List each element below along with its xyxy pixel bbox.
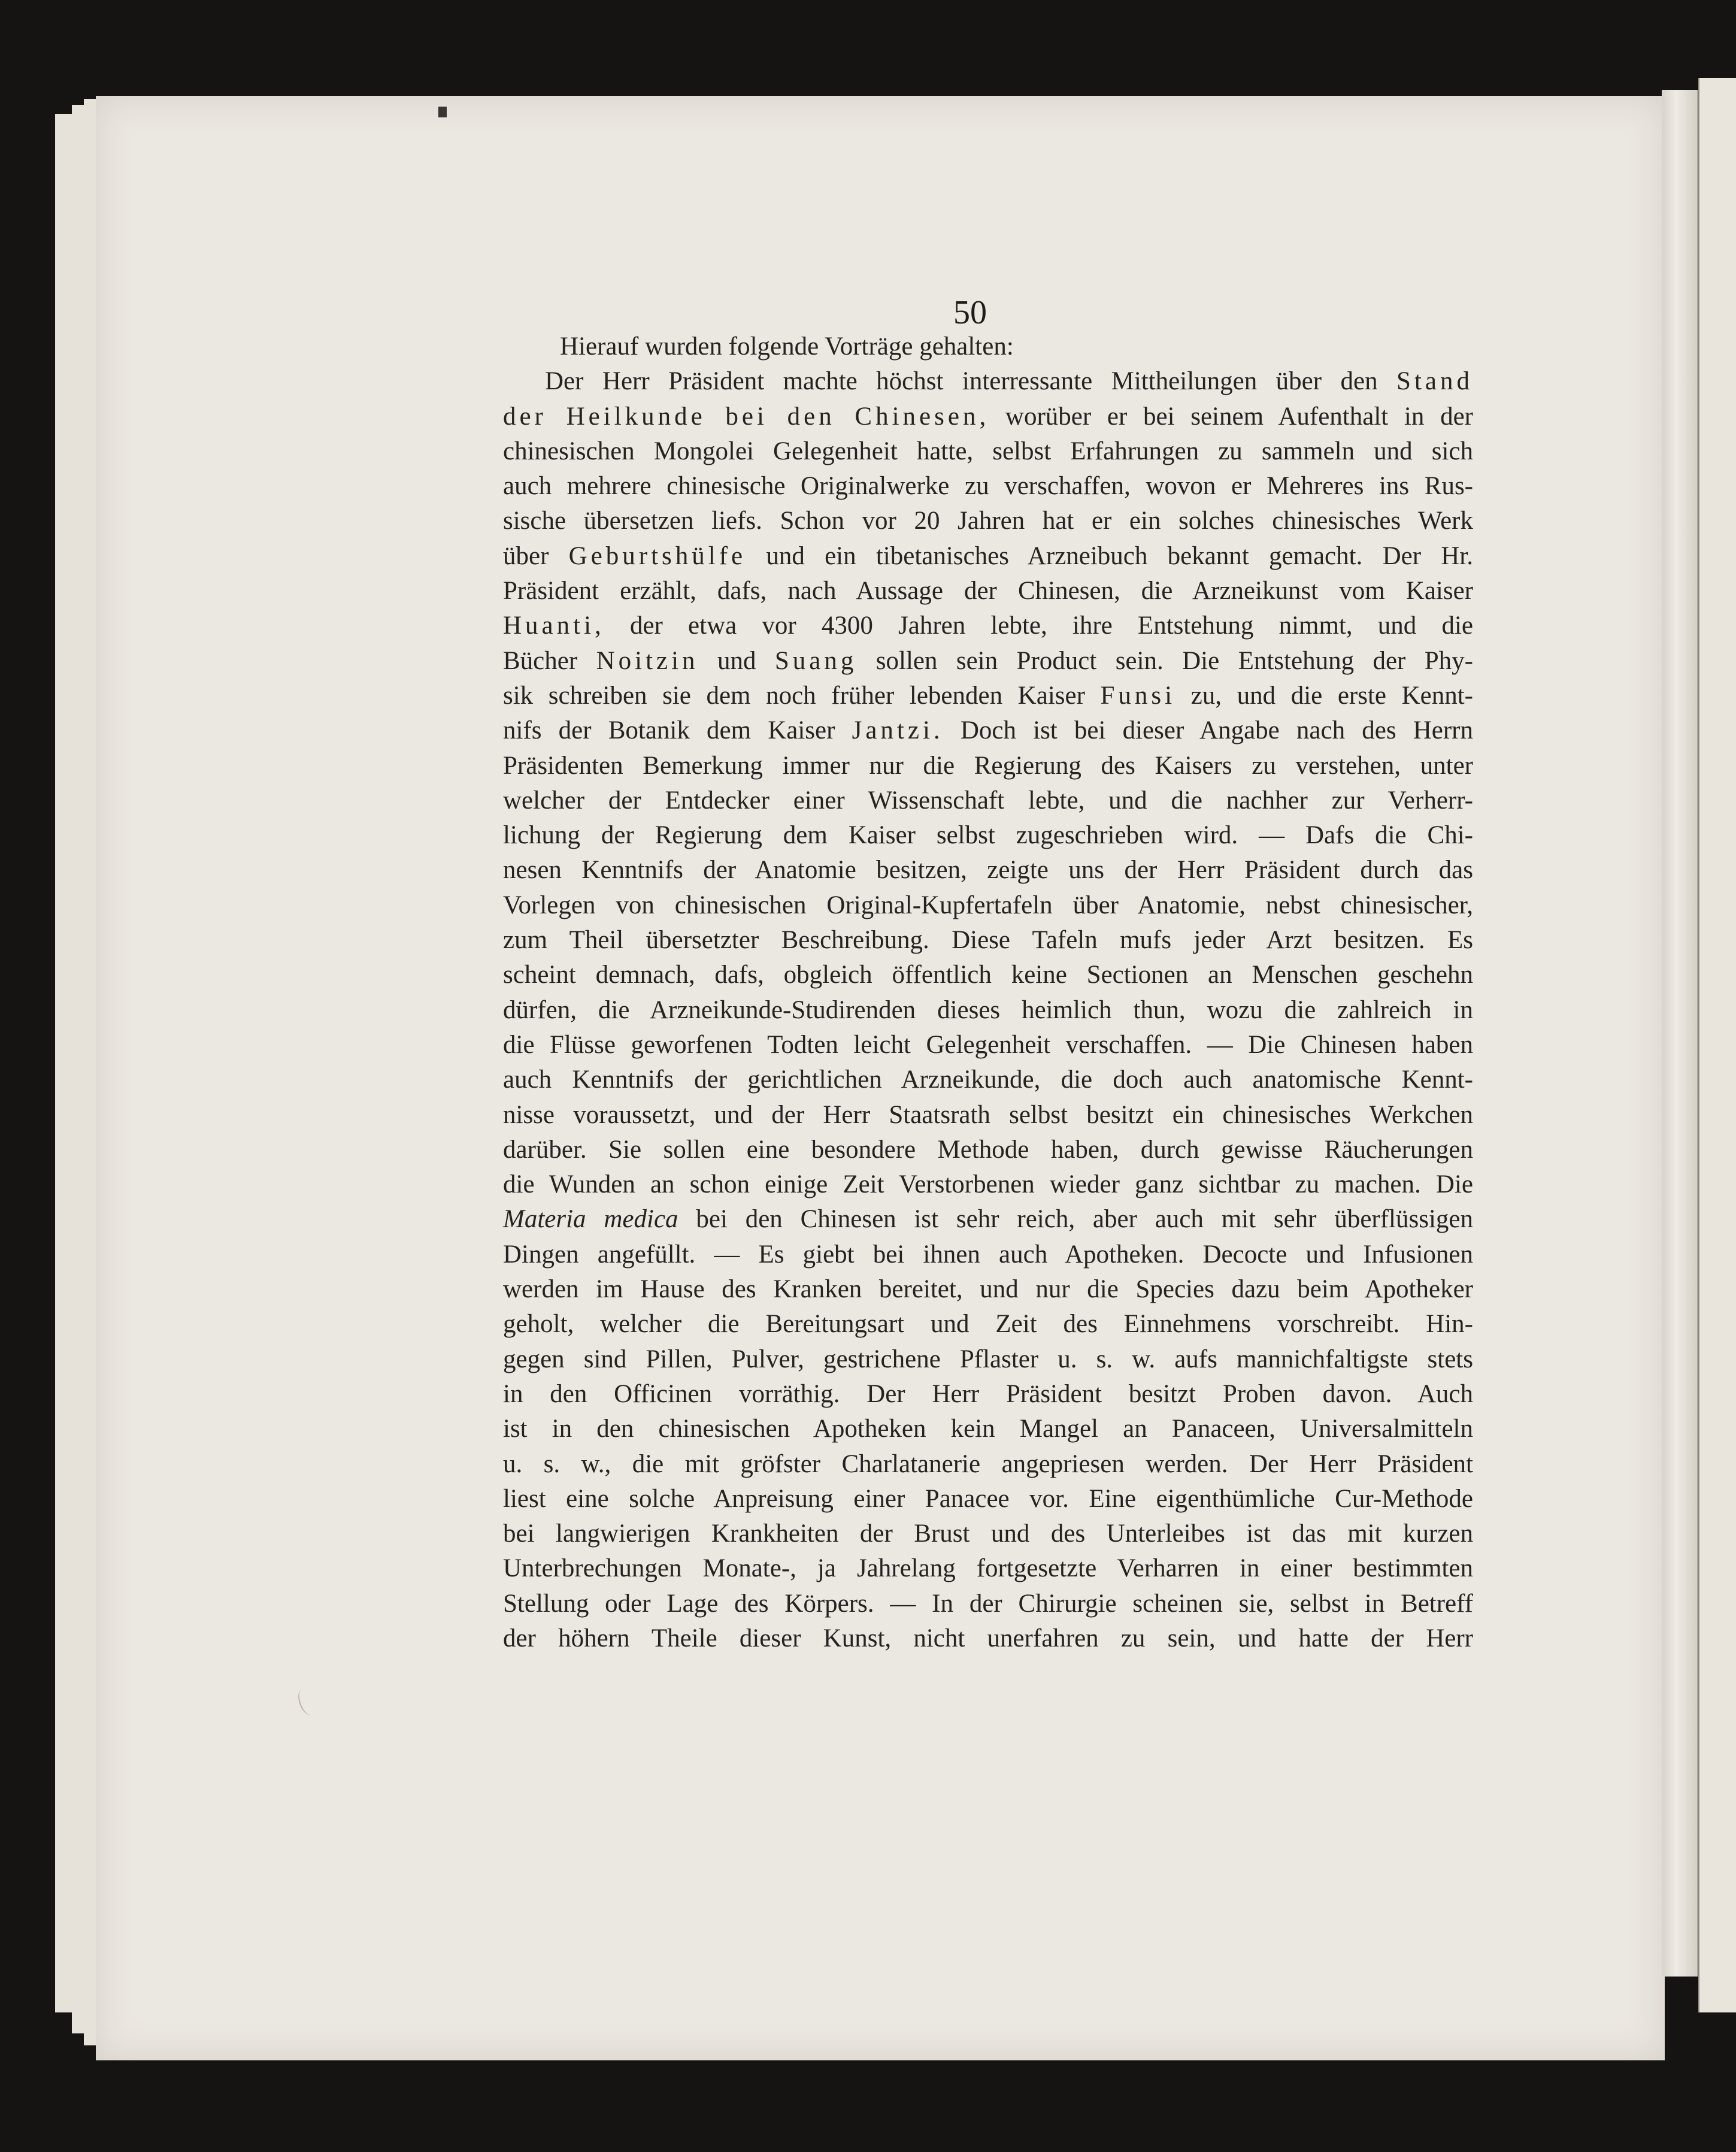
text-line bbox=[503, 1237, 1473, 1272]
text-run: die Flüsse geworfenen Todten leicht Gelegenheit verschaffen. — Die Chinesen haben bbox=[503, 1030, 1473, 1059]
page-gutter bbox=[1662, 90, 1698, 1977]
text-line bbox=[503, 644, 1473, 679]
text-line bbox=[503, 923, 1473, 958]
text-run: u. s. w., die mit gröfster Charlatanerie angepriesen werden. Der Herr Präsident bbox=[503, 1449, 1473, 1478]
text-line bbox=[503, 993, 1473, 1028]
spaced-term: Huanti, bbox=[503, 612, 605, 640]
text-line bbox=[503, 504, 1473, 538]
italic-term: Materia medica bbox=[503, 1205, 678, 1234]
text-run: chinesischen Mongolei Gelegenheit hatte, selbst Erfahrungen zu sammeln und sich bbox=[503, 437, 1473, 465]
binding-mark bbox=[438, 107, 447, 117]
paragraph bbox=[503, 364, 1473, 1656]
text-run: nesen Kenntnifs der Anatomie besitzen, zeigte uns der Herr Präsident durch das bbox=[503, 856, 1473, 885]
text-run: bei den Chinesen ist sehr reich, aber auch mit sehr überflüssigen bbox=[678, 1205, 1473, 1234]
spaced-term: Suang bbox=[774, 646, 858, 675]
text-line bbox=[503, 1028, 1473, 1063]
text-line bbox=[503, 1133, 1473, 1167]
text-run: Der Herr Präsident machte höchst interressante Mittheilungen über den bbox=[545, 367, 1397, 396]
text-run: scheint demnach, dafs, obgleich öffentlich keine Sectionen an Menschen geschehn bbox=[503, 961, 1473, 989]
text-line bbox=[503, 469, 1473, 504]
text-line bbox=[503, 364, 1473, 399]
text-run: darüber. Sie sollen eine besondere Methode haben, durch gewisse Räucherungen bbox=[503, 1135, 1473, 1164]
text-run: auch Kenntnifs der gerichtlichen Arzneikunde, die doch auch anatomische Kennt- bbox=[503, 1066, 1473, 1094]
text-run: zum Theil übersetzter Beschreibung. Diese Tafeln mufs jeder Arzt besitzen. Es bbox=[503, 926, 1473, 955]
text-run: werden im Hause des Kranken bereitet, und nur die Species dazu beim Apotheker bbox=[503, 1275, 1473, 1304]
text-run: zu, und die erste Kennt- bbox=[1175, 681, 1473, 710]
body-text bbox=[503, 329, 1473, 1656]
text-line bbox=[503, 1447, 1473, 1482]
text-line bbox=[503, 1482, 1473, 1517]
text-line bbox=[503, 1587, 1473, 1621]
text-run: nifs der Botanik dem Kaiser bbox=[503, 716, 852, 745]
text-run: und ein tibetanisches Arzneibuch bekannt gemacht. Der Hr. bbox=[746, 541, 1474, 570]
text-line bbox=[503, 1272, 1473, 1307]
text-run: und bbox=[698, 646, 775, 675]
text-run: Bücher bbox=[503, 646, 596, 675]
spaced-term: Jantzi. bbox=[852, 716, 944, 745]
text-run: geholt, welcher die Bereitungsart und Zeit des Einnehmens vorschreibt. Hin- bbox=[503, 1310, 1473, 1339]
text-run: über bbox=[503, 541, 569, 570]
text-line bbox=[503, 1342, 1473, 1377]
text-line bbox=[503, 1412, 1473, 1446]
text-line bbox=[503, 1098, 1473, 1133]
text-run: der höhern Theile dieser Kunst, nicht unerfahren zu sein, und hatte der Herr bbox=[503, 1624, 1473, 1652]
text-run: Vorlegen von chinesischen Original-Kupfertafeln über Anatomie, nebst chinesischer, bbox=[503, 891, 1473, 919]
text-run: Dingen angefüllt. — Es giebt bei ihnen auch Apotheken. Decocte und Infusionen bbox=[503, 1240, 1473, 1269]
spaced-term: der Heilkunde bei den Chinesen, bbox=[503, 402, 990, 431]
text-line bbox=[503, 1621, 1473, 1656]
text-line bbox=[503, 1307, 1473, 1342]
facing-page-edge bbox=[1698, 78, 1736, 2012]
text-run: lichung der Regierung dem Kaiser selbst zugeschrieben wird. — Dafs die Chi- bbox=[503, 821, 1473, 850]
text-line bbox=[503, 1517, 1473, 1551]
text-run: Doch ist bei dieser Angabe nach des Herrn bbox=[943, 716, 1474, 745]
text-run: die Wunden an schon einige Zeit Verstorbenen wieder ganz sichtbar zu machen. Die bbox=[503, 1170, 1473, 1199]
text-run: Unterbrechungen Monate-, ja Jahrelang fortgesetzte Verharren in einer bestimmten bbox=[503, 1554, 1473, 1583]
text-run: sik schreiben sie dem noch früher lebenden Kaiser bbox=[503, 681, 1101, 710]
text-line bbox=[503, 1377, 1473, 1412]
text-line bbox=[503, 749, 1473, 783]
text-run: bei langwierigen Krankheiten der Brust und des Unterleibes ist das mit kurzen bbox=[503, 1520, 1473, 1548]
text-line bbox=[503, 958, 1473, 992]
text-line bbox=[503, 1063, 1473, 1097]
spaced-term: Funsi bbox=[1100, 681, 1176, 710]
spaced-term: Noitzin bbox=[596, 646, 699, 675]
text-line bbox=[503, 1551, 1473, 1586]
text-run: in den Officinen vorräthig. Der Herr Präsident besitzt Proben davon. Auch bbox=[503, 1379, 1473, 1408]
text-run: Präsidenten Bemerkung immer nur die Regierung des Kaisers zu verstehen, unter bbox=[503, 751, 1473, 780]
text-line bbox=[503, 399, 1473, 434]
text-line bbox=[503, 783, 1473, 818]
text-line bbox=[503, 1202, 1473, 1237]
text-line bbox=[503, 609, 1473, 643]
text-line bbox=[503, 888, 1473, 923]
spaced-term: Geburtshülfe bbox=[568, 541, 747, 570]
text-run: sische übersetzen liefs. Schon vor 20 Jahren hat er ein solches chinesisches Werk bbox=[503, 507, 1473, 535]
spaced-term: Stand bbox=[1396, 367, 1473, 396]
text-run: nisse voraussetzt, und der Herr Staatsrath selbst besitzt ein chinesisches Werkchen bbox=[503, 1100, 1473, 1129]
text-line bbox=[503, 853, 1473, 888]
page-number: 50 bbox=[953, 294, 987, 331]
text-line bbox=[503, 434, 1473, 469]
text-line bbox=[503, 818, 1473, 853]
text-run: ist in den chinesischen Apotheken kein Mangel an Panaceen, Universalmitteln bbox=[503, 1415, 1473, 1443]
text-run: dürfen, die Arzneikunde-Studirenden dieses heimlich thun, wozu die zahlreich in bbox=[503, 995, 1473, 1024]
text-run: liest eine solche Anpreisung einer Panacee vor. Eine eigenthümliche Cur-Methode bbox=[503, 1484, 1473, 1513]
text-line bbox=[503, 713, 1473, 748]
text-run: gegen sind Pillen, Pulver, gestrichene Pflaster u. s. w. aufs mannichfaltigste stets bbox=[503, 1345, 1473, 1373]
intro-line: Hierauf wurden folgende Vorträge gehalten: bbox=[560, 332, 1014, 361]
text-run: auch mehrere chinesische Originalwerke zu verschaffen, wovon er Mehreres ins Rus- bbox=[503, 472, 1473, 501]
text-line bbox=[503, 679, 1473, 713]
text-run: sollen sein Product sein. Die Entstehung der Phy- bbox=[857, 646, 1474, 675]
text-run: worüber er bei seinem Aufenthalt in der bbox=[989, 402, 1473, 431]
text-run: welcher der Entdecker einer Wissenschaft lebte, und die nachher zur Verherr- bbox=[503, 786, 1473, 815]
text-run: Präsident erzählt, dafs, nach Aussage der Chinesen, die Arzneikunst vom Kaiser bbox=[503, 577, 1473, 606]
text-line bbox=[503, 1167, 1473, 1202]
text-run: Stellung oder Lage des Körpers. — In der Chirurgie scheinen sie, selbst in Betreff bbox=[503, 1589, 1473, 1618]
text-run: der etwa vor 4300 Jahren lebte, ihre Entstehung nimmt, und die bbox=[604, 612, 1473, 640]
text-line bbox=[503, 539, 1473, 574]
text-line bbox=[503, 574, 1473, 609]
